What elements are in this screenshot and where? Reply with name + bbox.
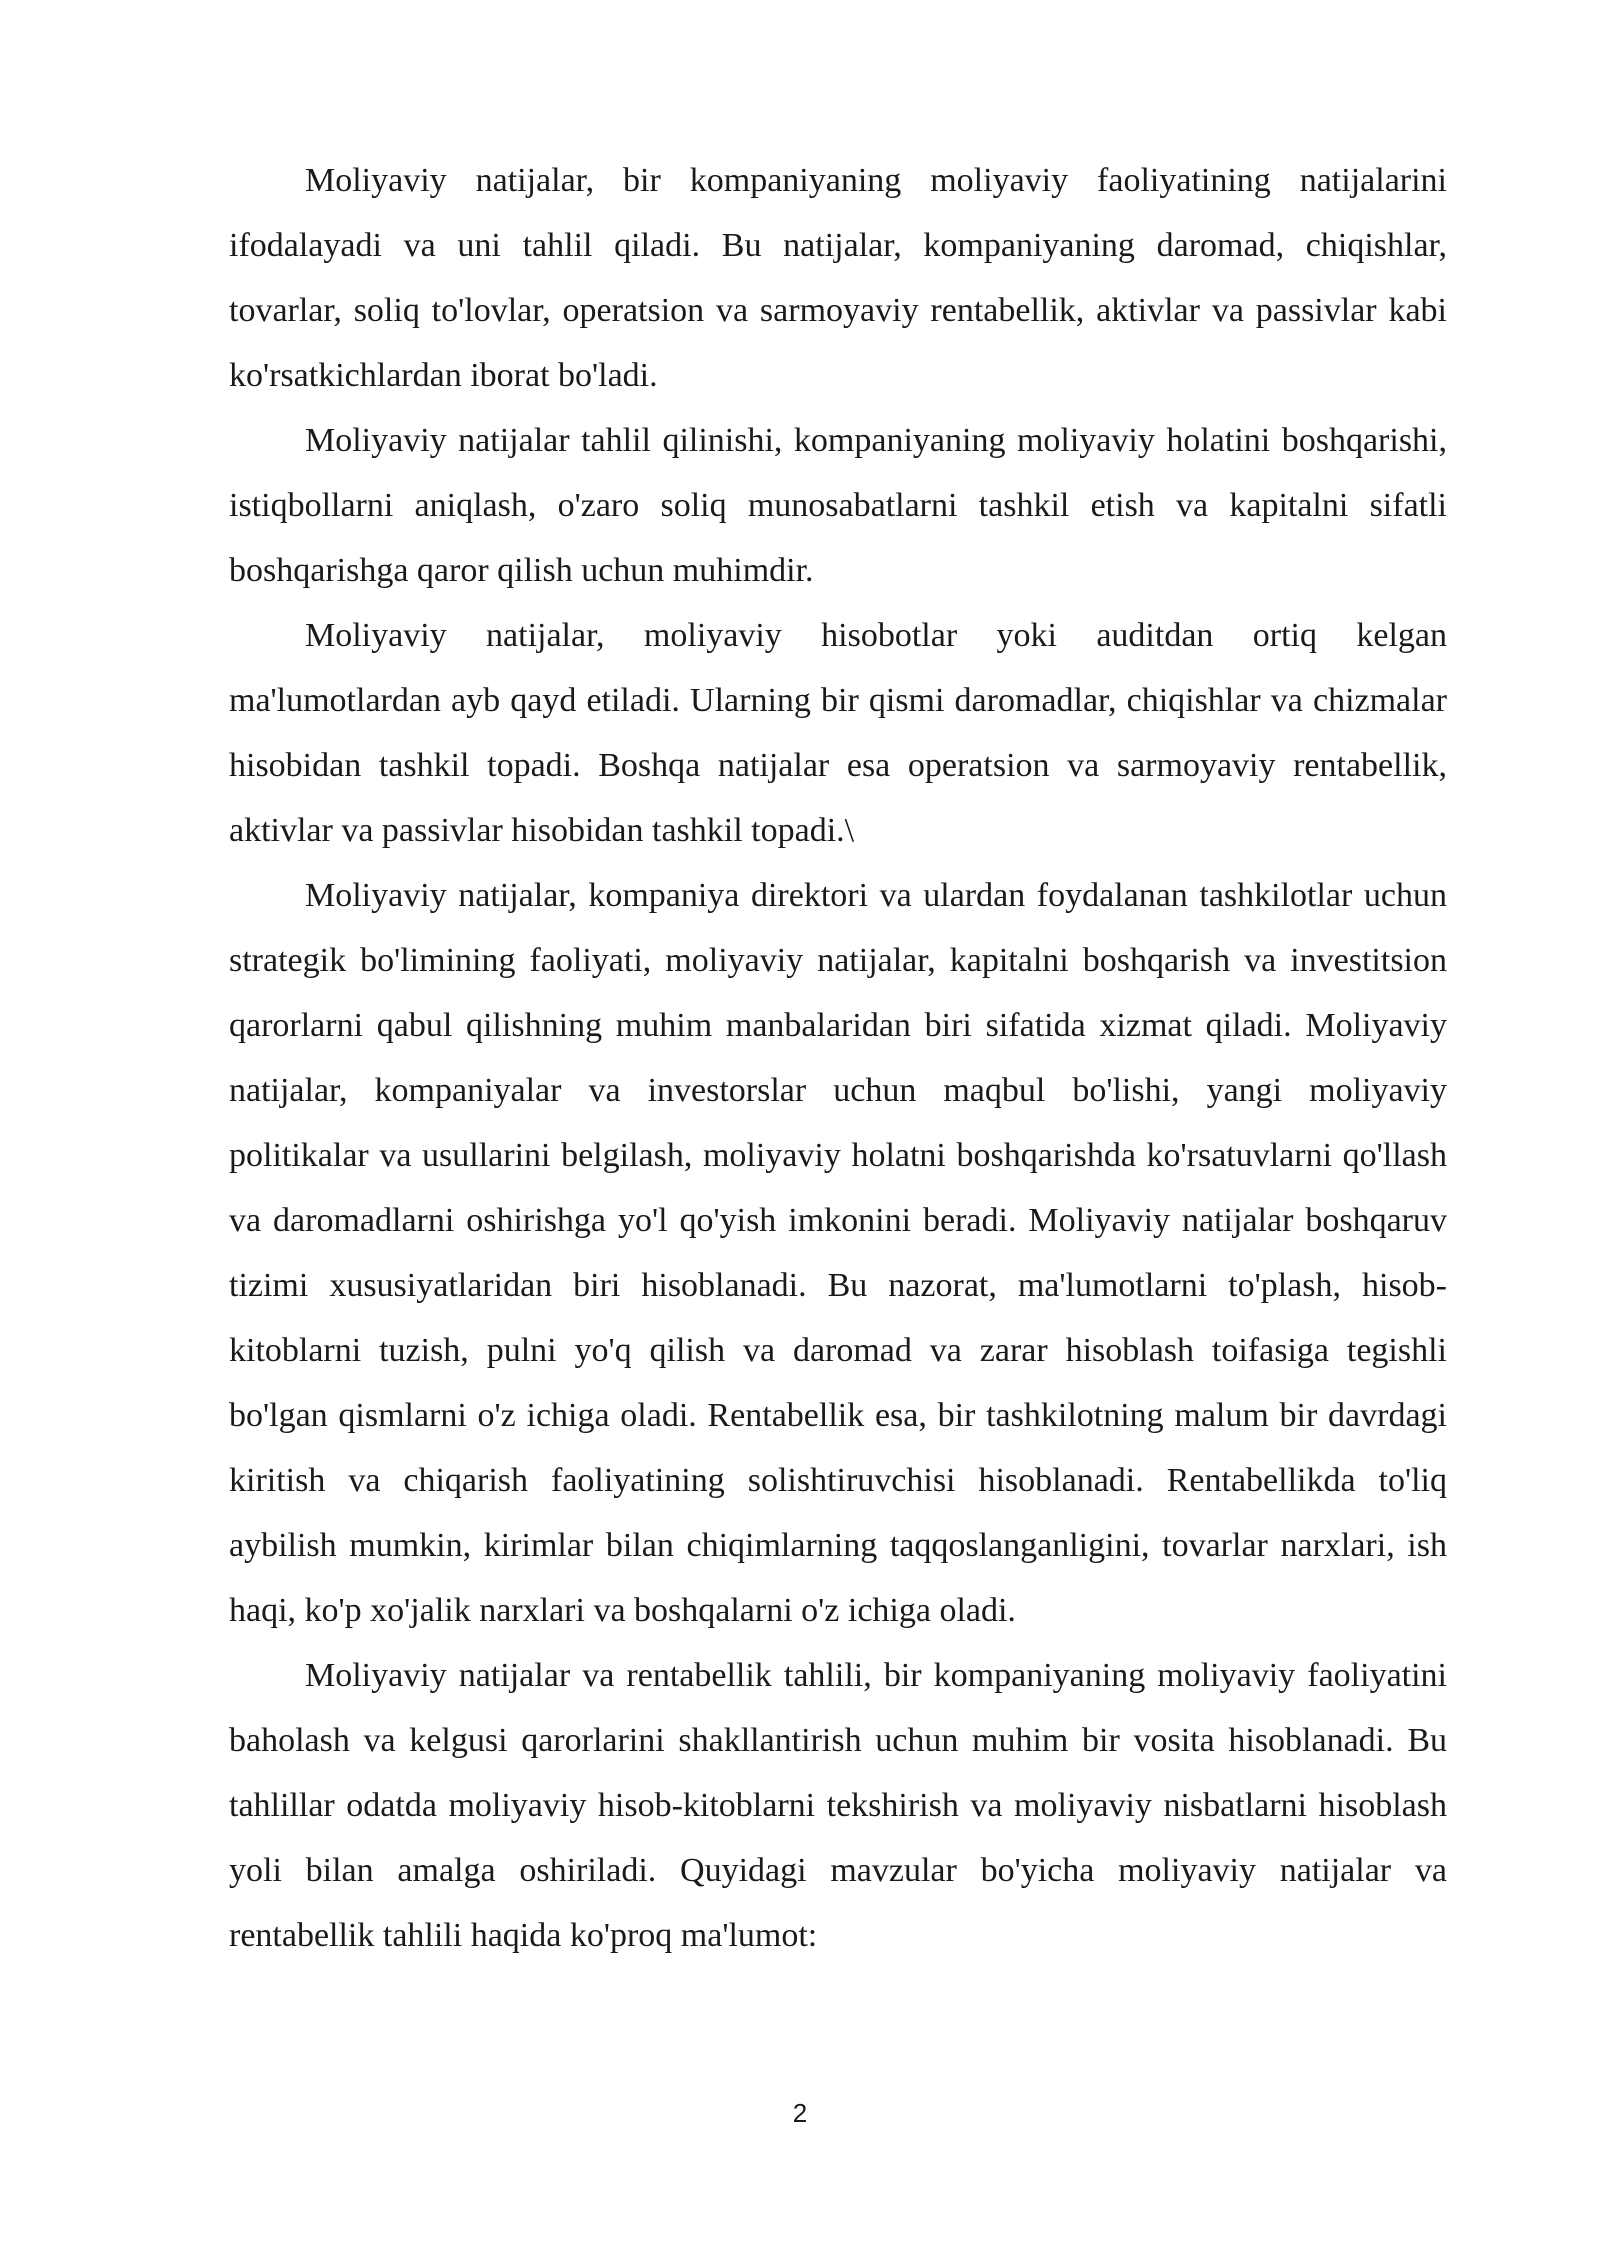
paragraph-1: Moliyaviy natijalar, bir kompaniyaning moliyaviy faoliyatining natijalarini ifodalayadi va uni tahlil qiladi. Bu natijalar, kompaniyaning daromad, chiqishlar, tovarlar, soliq to'lovlar, operatsion va sarmoyaviy rentabellik, aktivlar va passivlar kabi ko'rsatkichlardan iborat bo'ladi. bbox=[229, 162, 1447, 394]
document-body bbox=[229, 148, 1447, 1968]
paragraph-5: Moliyaviy natijalar va rentabellik tahlili, bir kompaniyaning moliyaviy faoliyatini baholash va kelgusi qarorlarini shakllantirish uchun muhim bir vosita hisoblanadi. Bu tahlillar odatda moliyaviy hisob-kitoblarni tekshirish va moliyaviy nisbatlarni hisoblash yoli bilan amalga oshiriladi. Quyidagi mavzular bo'yicha moliyaviy natijalar va rentabellik tahlili haqida ko'proq ma'lumot: bbox=[229, 1657, 1447, 1954]
paragraph-4: Moliyaviy natijalar, kompaniya direktori va ulardan foydalanan tashkilotlar uchun strategik bo'limining faoliyati, moliyaviy natijalar, kapitalni boshqarish va investitsion qarorlarni qabul qilishning muhim manbalaridan biri sifatida xizmat qiladi. Moliyaviy natijalar, kompaniyalar va investorslar uchun maqbul bo'lishi, yangi moliyaviy politikalar va usullarini belgilash, moliyaviy holatni boshqarishda ko'rsatuvlarni qo'llash va daromadlarni oshirishga yo'l qo'yish imkonini beradi. Moliyaviy natijalar boshqaruv tizimi xususiyatlaridan biri hisoblanadi. Bu nazorat, ma'lumotlarni to'plash, hisob-kitoblarni tuzish, pulni yo'q qilish va daromad va zarar hisoblash toifasiga tegishli bo'lgan qismlarni o'z ichiga oladi. Rentabellik esa, bir tashkilotning malum bir davrdagi kiritish va chiqarish faoliyatining solishtiruvchisi hisoblanadi. Rentabellikda to'liq aybilish mumkin, kirimlar bilan chiqimlarning taqqoslanganligini, tovarlar narxlari, ish haqi, ko'p xo'jalik narxlari va boshqalarni o'z ichiga oladi. bbox=[229, 877, 1447, 1629]
paragraph-3: Moliyaviy natijalar, moliyaviy hisobotlar yoki auditdan ortiq kelgan ma'lumotlardan ayb qayd etiladi. Ularning bir qismi daromadlar, chiqishlar va chizmalar hisobidan tashkil topadi. Boshqa natijalar esa operatsion va sarmoyaviy rentabellik, aktivlar va passivlar hisobidan tashkil topadi.\ bbox=[229, 617, 1447, 849]
paragraph-2: Moliyaviy natijalar tahlil qilinishi, kompaniyaning moliyaviy holatini boshqarishi, istiqbollarni aniqlash, o'zaro soliq munosabatlarni tashkil etish va kapitalni sifatli boshqarishga qaror qilish uchun muhimdir. bbox=[229, 422, 1447, 589]
page-number: 2 bbox=[792, 2098, 808, 2128]
